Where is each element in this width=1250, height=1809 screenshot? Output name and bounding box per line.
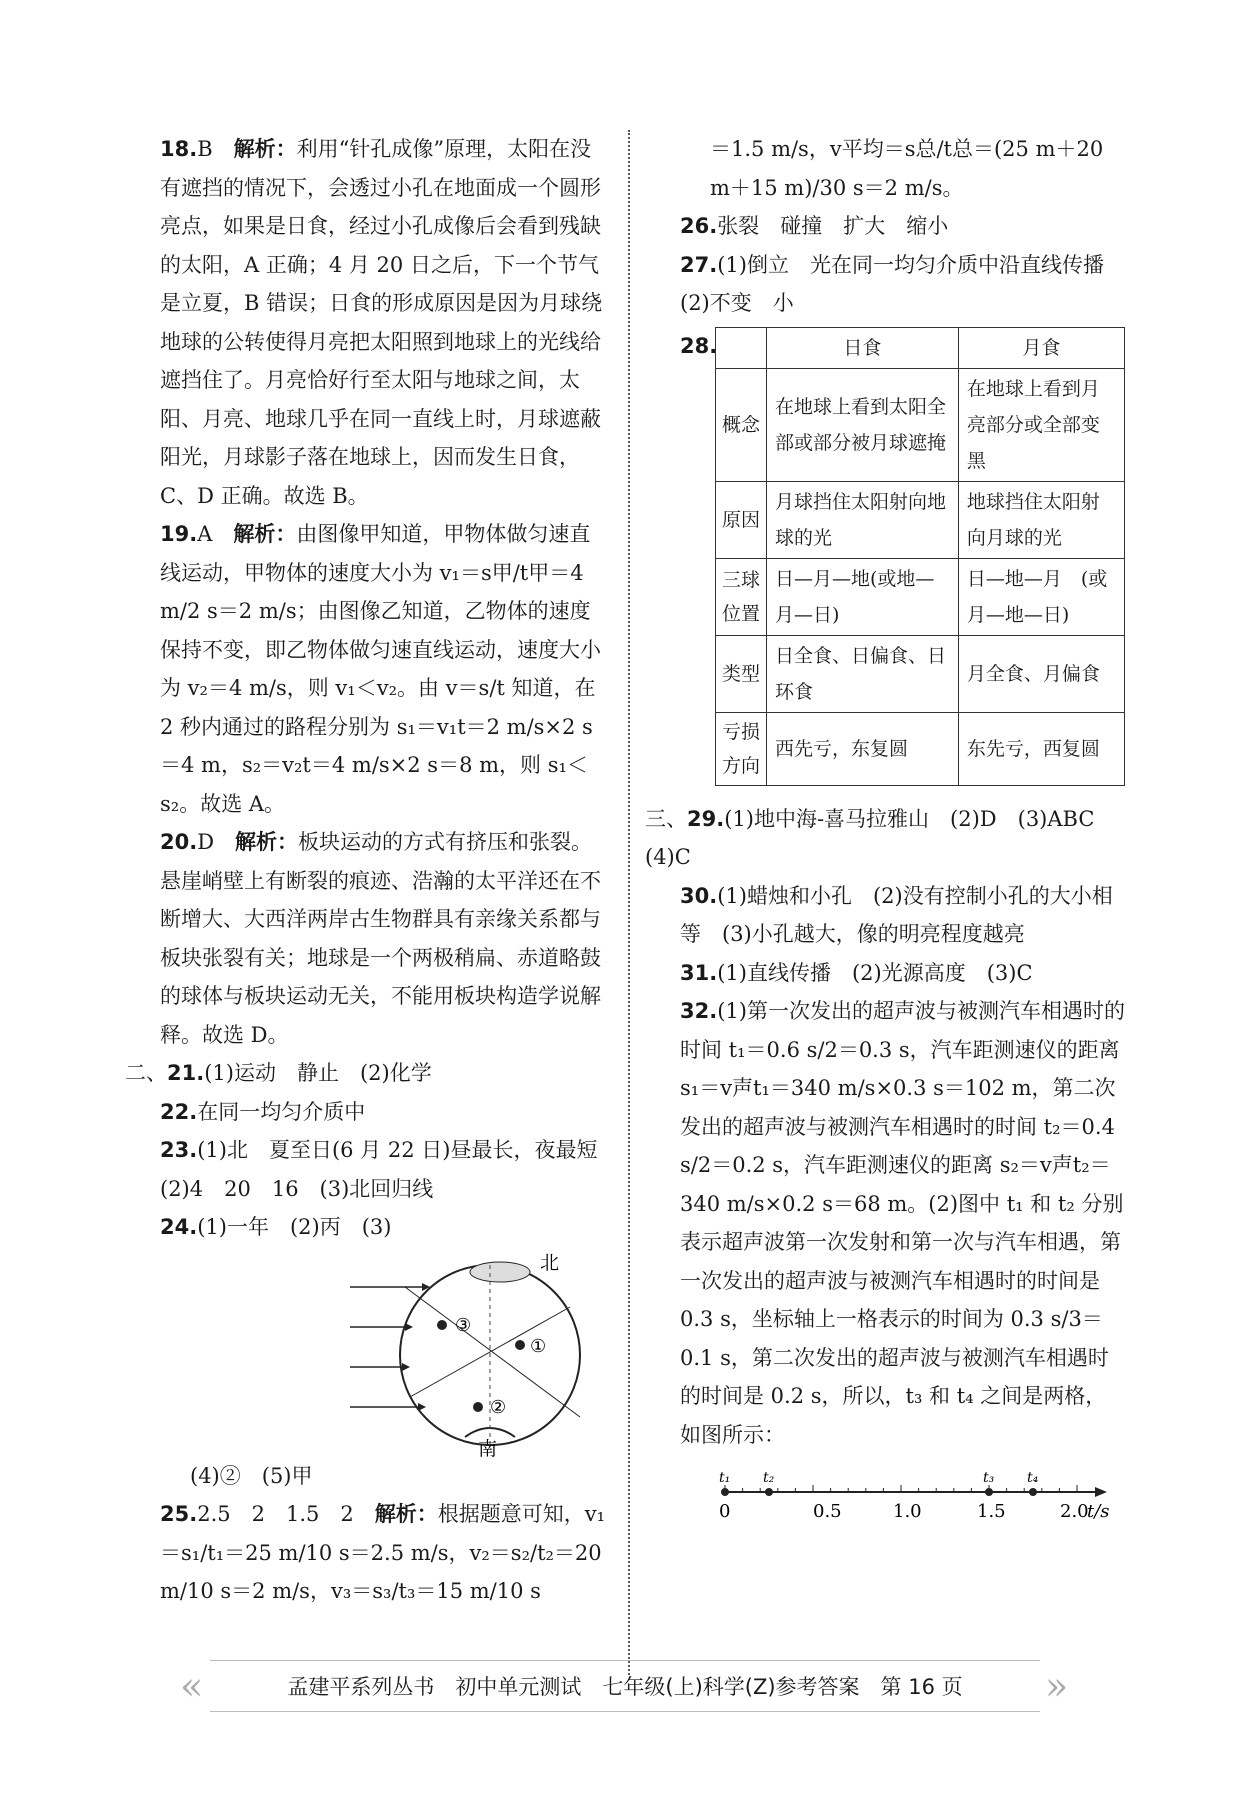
- tick-label-05: 0.5: [813, 1501, 842, 1522]
- answer-32: 32.(1)第一次发出的超声波与被测汽车相遇时的时间 t₁＝0.6 s/2＝0.3 s，汽车距测速仪的距离 s₁＝v声t₁＝340 m/s×0.3 s＝102 m，第二次发出的超声波与被测汽车相遇时的时间 t₂＝0.4 s/2＝0.2 s，汽车距测速仪的距离 s₂＝v声t₂＝340 m/s×0.2 s＝68 m。(2)图中 t₁ 和 t₂ 分别表示超声波第一次发射和第一次与汽车相遇，第一次发出的超声波与被测汽车相遇时的时间是 0.3 s，坐标轴上一格表示的时间为 0.3 s/3＝0.1 s，第二次发出的超声波与被测汽车相遇时的时间是 0.2 s，所以，t₃ 和 t₄ 之间是两格，如图所示：: [680, 999, 1125, 1447]
- t3-label: t₃: [983, 1472, 995, 1486]
- page-footer: 孟建平系列丛书 初中单元测试 七年级(上)科学(Z)参考答案 第 16 页: [210, 1660, 1040, 1712]
- eclipse-table: [715, 327, 1125, 786]
- column-divider: [628, 130, 630, 1675]
- t2-dot: [765, 1488, 773, 1496]
- answer-23: 23.(1)北 夏至日(6 月 22 日)昼最长，夜最短 (2)4 20 16 (3)北回归线: [160, 1138, 619, 1201]
- answer-28: 28. 日食 月食 概念 在地球上看到太阳全部或部分被月球遮掩 在地球上看到月亮部分或全部变黑 原因 月球挡住太阳射向地球的光 地球挡住太阳射向月球的光 三球位置 日—月—地(或地—月—日) 日—地—月 (或月—地—日) 类型 日全食、日偏食、日环食 月全食、月偏食 亏损方向 西先亏，东复圆 东先亏，西复圆: [680, 327, 1125, 786]
- minor-ticks: [725, 1485, 1077, 1492]
- axis-arrow: [1095, 1487, 1107, 1497]
- point-2-dot: [473, 1402, 483, 1412]
- answer-27: 27.(1)倒立 光在同一均匀介质中沿直线传播 (2)不变 小: [680, 252, 1125, 315]
- table-header-row: 日食 月食: [716, 327, 1125, 368]
- answer-29: 三、29.(1)地中海-喜马拉雅山 (2)D (3)ABC (4)C: [645, 806, 1116, 869]
- answer-26: 26.张裂 碰撞 扩大 缩小: [680, 214, 949, 238]
- label-2: ②: [490, 1396, 507, 1418]
- right-column: [645, 130, 1125, 1545]
- point-1-dot: [515, 1340, 525, 1350]
- label-3: ③: [455, 1314, 472, 1336]
- earth-diagram: [160, 1247, 610, 1457]
- arrowhead-4: [418, 1403, 426, 1411]
- answer-25-continued: ＝1.5 m/s，v平均＝s总/t总＝(25 m＋20 m＋15 m)/30 s＝2 m/s。: [710, 137, 1104, 200]
- table-row: 概念 在地球上看到太阳全部或部分被月球遮掩 在地球上看到月亮部分或全部变黑: [716, 368, 1125, 481]
- time-axis: [715, 1472, 1125, 1545]
- earth-figure: [160, 1247, 610, 1457]
- answer-24: 24.(1)一年 (2)丙 (3): [160, 1215, 392, 1239]
- south-label: 南: [478, 1437, 498, 1457]
- answer-25: 25.2.5 2 1.5 2 解析：根据题意可知，v₁＝s₁/t₁＝25 m/10 s＝2.5 m/s，v₂＝s₂/t₂＝20 m/10 s＝2 m/s，v₃＝s₃/t₃＝15 m/10 s: [160, 1501, 606, 1603]
- arrowhead-3: [402, 1363, 410, 1371]
- axis-unit: t/s: [1087, 1501, 1110, 1522]
- arrowhead-2: [405, 1323, 413, 1331]
- answer-30: 30.(1)蜡烛和小孔 (2)没有控制小孔的大小相等 (3)小孔越大，像的明亮程度越亮: [680, 883, 1113, 946]
- t1-label: t₁: [719, 1472, 731, 1486]
- tick-label-0: 0: [719, 1501, 731, 1522]
- label-1: ①: [530, 1335, 547, 1357]
- time-axis-svg: [715, 1472, 1115, 1532]
- answer-19: 19.A 解析：由图像甲知道，甲物体做匀速直线运动，甲物体的速度大小为 v₁＝s甲/t甲＝4 m/2 s＝2 m/s；由图像乙知道，乙物体的速度保持不变，即乙物体做匀速直线运动，速度大小为 v₂＝4 m/s，则 v₁＜v₂。由 v＝s/t 知道，在 2 秒内通过的路程分别为 s₁＝v₁t＝2 m/s×2 s＝4 m，s₂＝v₂t＝4 m/s×2 s＝8 m，则 s₁＜s₂。故选 A。: [160, 521, 601, 816]
- table-row: 三球位置 日—月—地(或地—月—日) 日—地—月 (或月—地—日): [716, 558, 1125, 635]
- t1-dot: [721, 1488, 729, 1496]
- answer-24-tail: (4)② (5)甲: [190, 1463, 313, 1488]
- tick-label-10: 1.0: [893, 1501, 922, 1522]
- answer-18: 18.B 解析：利用“针孔成像”原理，太阳在没有遮挡的情况下，会透过小孔在地面成一个圆形亮点，如果是日食，经过小孔成像后会看到残缺的太阳，A 正确；4 月 20 日之后，下一个节气是立夏，B 错误；日食的形成原因是因为月球绕地球的公转使得月亮把太阳照到地球上的光线给遮挡住了。月亮恰好行至太阳与地球之间，太阳、月亮、地球几乎在同一直线上时，月球遮蔽阳光，月球影子落在地球上，因而发生日食，C、D 正确。故选 B。: [160, 136, 603, 508]
- tick-label-15: 1.5: [977, 1501, 1006, 1522]
- tick-label-20: 2.0: [1060, 1501, 1089, 1522]
- t2-label: t₂: [763, 1472, 775, 1486]
- answer-22: 22.在同一均匀介质中: [160, 1099, 366, 1124]
- answer-20: 20.D 解析：板块运动的方式有挤压和张裂。悬崖峭壁上有断裂的痕迹、浩瀚的太平洋还在不断增大、大西洋两岸古生物群具有亲缘关系都与板块张裂有关；地球是一个两极稍扁、赤道略鼓的球体与板块运动无关，不能用板块构造学说解释。故选 D。: [160, 829, 601, 1047]
- north-polar-cap: [470, 1262, 530, 1282]
- table-row: 类型 日全食、日偏食、日环食 月全食、月偏食: [716, 635, 1125, 712]
- chevron-right-icon: »: [1045, 1664, 1069, 1708]
- point-3-dot: [437, 1320, 447, 1330]
- table-row: 原因 月球挡住太阳射向地球的光 地球挡住太阳射向月球的光: [716, 481, 1125, 558]
- t4-label: t₄: [1027, 1472, 1039, 1486]
- t3-dot: [985, 1488, 993, 1496]
- chevron-left-icon: «: [180, 1664, 204, 1708]
- t4-dot: [1029, 1488, 1037, 1496]
- answer-21: 二、21.(1)运动 静止 (2)化学: [125, 1061, 432, 1085]
- answer-31: 31.(1)直线传播 (2)光源高度 (3)C: [680, 960, 1033, 985]
- north-label: 北: [540, 1251, 560, 1274]
- table-row: 亏损方向 西先亏，东复圆 东先亏，西复圆: [716, 712, 1125, 785]
- left-column: [125, 130, 619, 1611]
